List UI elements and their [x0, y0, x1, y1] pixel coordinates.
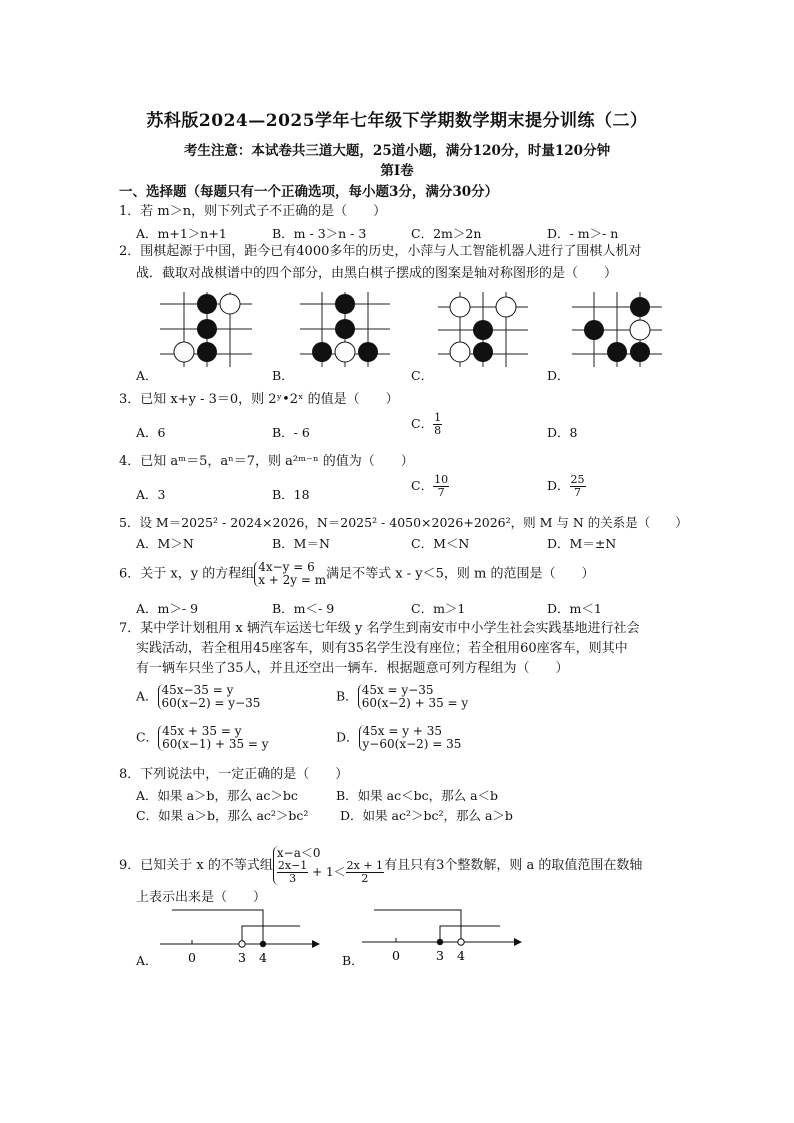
question-6-post: 满足不等式 x - y＜5，则 m 的范围是（ ） [326, 566, 595, 582]
go-board-c [436, 292, 531, 367]
question-7-line3: 有一辆车只坐了35人，并且还空出一辆车．根据题意可列方程组为（ ） [136, 661, 569, 676]
q3-option-c-fraction: $\frac{1}{8}$ [434, 411, 442, 437]
question-9-line2: 上表示出来是（ ） [136, 890, 267, 905]
go-board-b [298, 292, 393, 367]
question-7-line1: 7．某中学计划租用 x 辆汽车运送七年级 y 名学生到南安市中小学生社会实践基地进行社会 [119, 621, 640, 636]
q9-inequality-system: x−a＜0 $\frac{2x-1}{3}$ + 1＜ $\frac{2x + 1}{2}$ [273, 846, 384, 885]
q3-option-a[interactable]: A．6 [136, 425, 166, 440]
q7-option-a[interactable] [136, 684, 260, 710]
number-line-a [160, 908, 320, 968]
q7-option-a-letter: A． [136, 688, 158, 704]
q6-equation-system: 4x−y = 6 x + 2y = m [254, 561, 326, 587]
q7-option-d-system: 45x = y + 35 y−60(x−2) = 35 [359, 725, 462, 751]
q5-option-c[interactable]: C．M＜N [411, 536, 470, 551]
question-9-pre: 9．已知关于 x 的不等式组 [119, 858, 273, 873]
question-1: 1．若 m＞n，则下列式子不正确的是（ ） [119, 204, 387, 219]
q8-option-c[interactable]: C．如果 a＞b，那么 ac²＞bc² [136, 808, 309, 823]
go-board-a [160, 292, 255, 367]
question-6 [119, 561, 595, 587]
q1-option-c[interactable]: C．2m＞2n [411, 226, 482, 241]
q7-option-c-letter: C． [136, 729, 159, 745]
q1-option-d[interactable]: D．- m＞- n [547, 226, 619, 241]
q1-option-a[interactable]: A．m+1＞n+1 [136, 226, 227, 241]
volume-label: 第I卷 [380, 163, 414, 179]
q2-option-c[interactable]: C． [411, 368, 434, 383]
q5-option-d[interactable]: D．M＝±N [547, 536, 617, 551]
axis-label-4: 4 [259, 950, 267, 965]
q4-option-d[interactable] [547, 474, 586, 499]
q9-option-a[interactable]: A． [136, 953, 158, 968]
question-5: 5．设 M＝2025² - 2024×2026，N＝2025² - 4050×2026+2026²，则 M 与 N 的关系是（ ） [119, 515, 688, 530]
q4-option-a[interactable]: A．3 [136, 487, 166, 502]
q4-option-d-fraction: $\frac{25}{7}$ [570, 473, 585, 499]
q2-option-d[interactable]: D． [547, 368, 570, 383]
q7-option-c-system: 45x + 35 = y 60(x−1) + 35 = y [158, 725, 269, 751]
q3-option-d[interactable]: D．8 [547, 425, 578, 440]
q4-option-c[interactable] [411, 474, 449, 499]
question-9 [119, 846, 642, 885]
q8-option-b[interactable]: B．如果 ac＜bc，那么 a＜b [336, 788, 499, 803]
question-2-line1: 2．围棋起源于中国，距今已有4000多年的历史，小萍与人工智能机器人进行了围棋人机对 [119, 244, 642, 259]
q7-option-b[interactable] [336, 684, 468, 710]
q2-option-b[interactable]: B． [272, 368, 294, 383]
q8-option-d[interactable]: D．如果 ac²＞bc²，那么 a＞b [340, 808, 513, 823]
question-9-post: 有且只有3个整数解，则 a 的取值范围在数轴 [384, 858, 643, 873]
q7-option-b-letter: B． [336, 688, 358, 704]
q3-option-c-letter: C． [411, 416, 434, 431]
question-3: 3．已知 x+y - 3＝0，则 2ʸ•2ˣ 的值是（ ） [119, 392, 399, 407]
axis-label-0: 0 [188, 950, 196, 965]
q7-option-d-letter: D． [336, 729, 359, 745]
q5-option-a[interactable]: A．M＞N [136, 536, 194, 551]
q4-option-c-letter: C． [411, 478, 434, 493]
question-6-pre: 6．关于 x，y 的方程组 [119, 566, 255, 582]
question-2-line2: 战．截取对战棋谱中的四个部分，由黑白棋子摆成的图案是轴对称图形的是（ ） [136, 266, 618, 281]
q7-option-c[interactable] [136, 725, 269, 751]
axis-label-3: 3 [238, 950, 246, 965]
q3-option-b[interactable]: B．- 6 [272, 425, 310, 440]
question-8: 8．下列说法中，一定正确的是（ ） [119, 767, 349, 782]
q7-option-b-system: 45x = y−35 60(x−2) + 35 = y [358, 684, 469, 710]
q4-option-d-letter: D． [547, 478, 570, 493]
axis-label-0: 0 [392, 948, 400, 963]
question-7-line2: 实践活动，若全租用45座客车，则有35名学生没有座位；若全租用60座客车，则其中 [136, 641, 628, 656]
q4-option-b[interactable]: B．18 [272, 487, 310, 502]
q5-option-b[interactable]: B．M＝N [272, 536, 330, 551]
q6-option-a[interactable]: A．m＞- 9 [136, 601, 199, 616]
page-title: 苏科版2024—2025学年七年级下学期数学期末提分训练（二） [146, 111, 648, 131]
q6-option-b[interactable]: B．m＜- 9 [272, 601, 335, 616]
q7-option-a-system: 45x−35 = y 60(x−2) = y−35 [158, 684, 261, 710]
q9-option-b[interactable]: B． [342, 953, 364, 968]
q8-option-a[interactable]: A．如果 a＞b，那么 ac＞bc [136, 788, 298, 803]
question-4: 4．已知 aᵐ＝5，aⁿ＝7，则 a²ᵐ⁻ⁿ 的值为（ ） [119, 454, 414, 469]
axis-label-3: 3 [436, 948, 444, 963]
q4-option-c-fraction: $\frac{10}{7}$ [434, 473, 449, 499]
axis-label-4: 4 [457, 948, 465, 963]
q3-option-c[interactable] [411, 412, 442, 437]
go-board-d [570, 292, 665, 367]
number-line-b [362, 908, 522, 968]
q7-option-d[interactable] [336, 725, 461, 751]
section-heading: 一、选择题（每题只有一个正确选项，每小题3分，满分30分） [119, 184, 499, 200]
q6-option-d[interactable]: D．m＜1 [547, 601, 602, 616]
q2-option-a[interactable]: A． [136, 368, 158, 383]
exam-notice: 考生注意：本试卷共三道大题，25道小题，满分120分，时量120分钟 [183, 143, 611, 159]
q1-option-b[interactable]: B．m - 3＞n - 3 [272, 226, 367, 241]
q6-option-c[interactable]: C．m＞1 [411, 601, 466, 616]
